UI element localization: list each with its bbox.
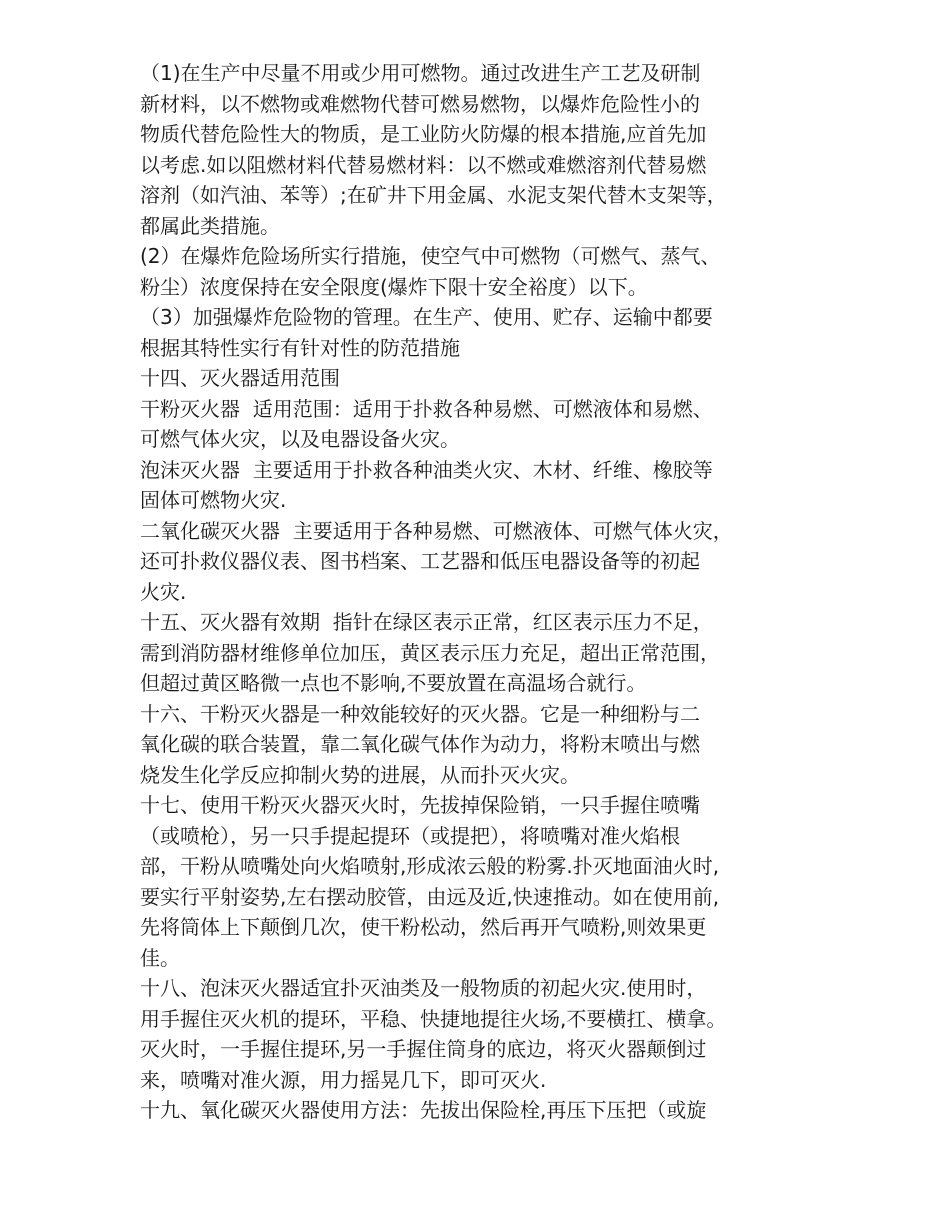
text-line: (2）在爆炸危险场所实行措施，使空气中可燃物（可燃气、蒸气、: [140, 244, 721, 268]
text-line: 根据其特性实行有针对性的防范措施: [140, 335, 460, 360]
text-line: 部，干粉从喷嘴处向火焰喷射,形成浓云般的粉雾.扑灭地面油火时,: [140, 854, 720, 878]
text-line: 溶剂（如汽油、苯等）;在矿井下用金属、水泥支架代替木支架等，: [140, 183, 727, 207]
text-line: 以考虑.如以阻燃材料代替易燃材料：以不燃或难燃溶剂代替易燃: [140, 152, 707, 177]
text-line: 用手握住灭火机的提环，平稳、快捷地提往火场,不要横扛、横拿。: [140, 1006, 727, 1031]
text-line: 可燃气体火灾，以及电器设备火灾。: [140, 427, 460, 451]
text-line: 但超过黄区略微一点也不影响,不要放置在高温场合就行。: [140, 671, 647, 695]
text-line: 灭火时，一手握住提环,另一手握住筒身的底边，将灭火器颠倒过: [140, 1037, 707, 1061]
text-line: 物质代替危险性大的物质，是工业防火防爆的根本措施,应首先加: [140, 122, 707, 146]
text-line: 十六、干粉灭火器是一种效能较好的灭火器。它是一种细粉与二: [140, 701, 700, 726]
text-line: 泡沫灭火器 主要适用于扑救各种油类火灾、木材、纤维、橡胶等: [140, 457, 713, 482]
text-line: 十九、氧化碳灭火器使用方法：先拔出保险栓,再压下压把（或旋: [140, 1098, 707, 1122]
text-line: 干粉灭火器 适用范围：适用于扑救各种易燃、可燃液体和易燃、: [140, 396, 713, 421]
text-line: 佳。: [140, 945, 180, 970]
text-line: （或喷枪），另一只手提起提环（或提把），将喷嘴对准火焰根: [140, 823, 680, 848]
text-line: 新材料，以不燃物或难燃物代替可燃易燃物，以爆炸危险性小的: [140, 91, 700, 116]
text-line: 十七、使用干粉灭火器灭火时，先拔掉保险销，一只手握住喷嘴: [140, 793, 700, 817]
text-line: 粉尘）浓度保持在安全限度(爆炸下限十安全裕度）以下。: [140, 274, 648, 299]
text-line: 火灾.: [140, 579, 187, 604]
text-line: 需到消防器材维修单位加压，黄区表示压力充足，超出正常范围，: [140, 640, 720, 665]
text-line: 先将筒体上下颠倒几次，使干粉松动，然后再开气喷粉,则效果更: [140, 915, 707, 939]
text-line: 二氧化碳灭火器 主要适用于各种易燃、可燃液体、可燃气体火灾，: [140, 518, 733, 543]
text-line: 来，喷嘴对准火源，用力摇晃几下，即可灭火.: [140, 1067, 547, 1092]
text-line: 固体可燃物火灾.: [140, 488, 287, 512]
text-line: 十五、灭火器有效期 指针在绿区表示正常，红区表示压力不足，: [140, 610, 713, 634]
text-line: 还可扑救仪器仪表、图书档案、工艺器和低压电器设备等的初起: [140, 549, 700, 573]
text-line: 烧发生化学反应抑制火势的进展，从而扑灭火灾。: [140, 762, 580, 787]
text-line: 氧化碳的联合装置，靠二氧化碳气体作为动力，将粉末喷出与燃: [140, 732, 700, 756]
text-line: 要实行平射姿势,左右摆动胶管，由远及近,快速推动。如在使用前,: [140, 884, 720, 909]
text-line: （1)在生产中尽量不用或少用可燃物。通过改进生产工艺及研制: [140, 61, 701, 85]
section-heading: 十四、灭火器适用范围: [140, 366, 340, 390]
document-body: [140, 58, 820, 1126]
text-line: （3）加强爆炸危险物的管理。在生产、使用、贮存、运输中都要: [140, 305, 713, 329]
text-line: 都属此类措施。: [140, 213, 280, 238]
text-line: 十八、泡沫灭火器适宜扑灭油类及一般物质的初起火灾.使用时，: [140, 976, 707, 1000]
